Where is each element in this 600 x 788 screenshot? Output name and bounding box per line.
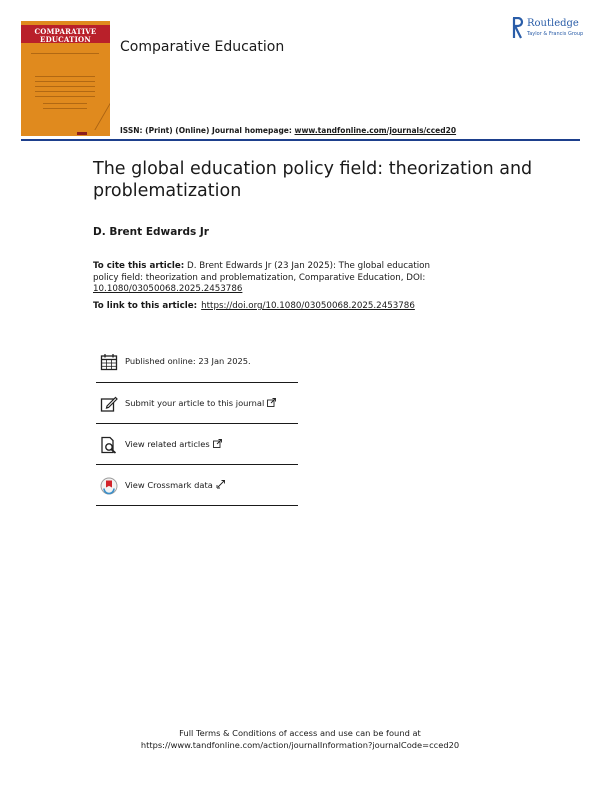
link-label: To link to this article: [93,301,198,311]
submit-article-link[interactable] [125,398,276,408]
action-divider [96,505,298,506]
published-online-row [96,341,298,381]
edit-icon [100,395,118,413]
citation-block [93,261,453,296]
cover-text-line [35,96,95,97]
crossmark-link[interactable] [125,480,225,490]
related-articles-label: View related articles [125,439,210,449]
article-author: D. Brent Edwards Jr [93,226,209,238]
related-articles-icon [100,436,118,454]
cover-title-line1: COMPARATIVE [34,27,97,36]
cover-text-line [35,76,95,77]
submit-article-row[interactable] [96,383,298,423]
terms-url-link[interactable]: https://www.tandfonline.com/action/journalInformation?journalCode=cced20 [140,740,460,750]
journal-title: Comparative Education [120,39,285,55]
cover-title-line2: EDUCATION [40,35,91,44]
terms-line: Full Terms & Conditions of access and use can be found at [179,728,421,738]
publisher-logo [511,17,587,43]
external-link-icon [213,439,222,448]
cover-text-line [35,81,95,82]
issn-text: ISSN: (Print) (Online) Journal homepage: [120,126,295,135]
cite-text: D. Brent Edwards Jr (23 Jan 2025): The global education policy field: theorization and problematization, Comparative Education, DOI: [93,261,430,283]
cover-publisher-mark [77,132,87,135]
cover-text-line [35,86,95,87]
crossmark-row[interactable] [96,465,298,505]
cover-text-line [35,91,95,92]
cite-label: To cite this article: [93,261,185,271]
external-link-icon [267,398,276,407]
external-link-icon [216,480,225,489]
publisher-name: Routledge [527,18,579,29]
terms-footer [0,727,600,751]
calendar-icon [100,353,118,371]
cover-decoration [65,100,110,130]
routledge-r-icon [511,17,524,39]
crossmark-label: View Crossmark data [125,480,213,490]
cite-doi-link[interactable]: 10.1080/03050068.2025.2453786 [93,284,243,294]
publisher-subtitle: Taylor & Francis Group [527,31,584,37]
related-articles-row[interactable] [96,424,298,464]
article-link-line [93,301,415,311]
published-online-label: Published online: 23 Jan 2025. [125,356,251,366]
article-doi-link[interactable]: https://doi.org/10.1080/03050068.2025.2453786 [201,301,415,311]
cover-text-line [31,53,99,54]
related-articles-link[interactable] [125,439,222,449]
submit-article-label: Submit your article to this journal [125,398,265,408]
crossmark-icon [100,477,118,495]
header-rule [21,139,580,141]
journal-homepage-link[interactable]: www.tandfonline.com/journals/cced20 [294,126,457,135]
issn-line [120,126,456,135]
article-title: The global education policy field: theorization and problematization [93,159,533,201]
journal-cover-image[interactable] [21,21,110,136]
